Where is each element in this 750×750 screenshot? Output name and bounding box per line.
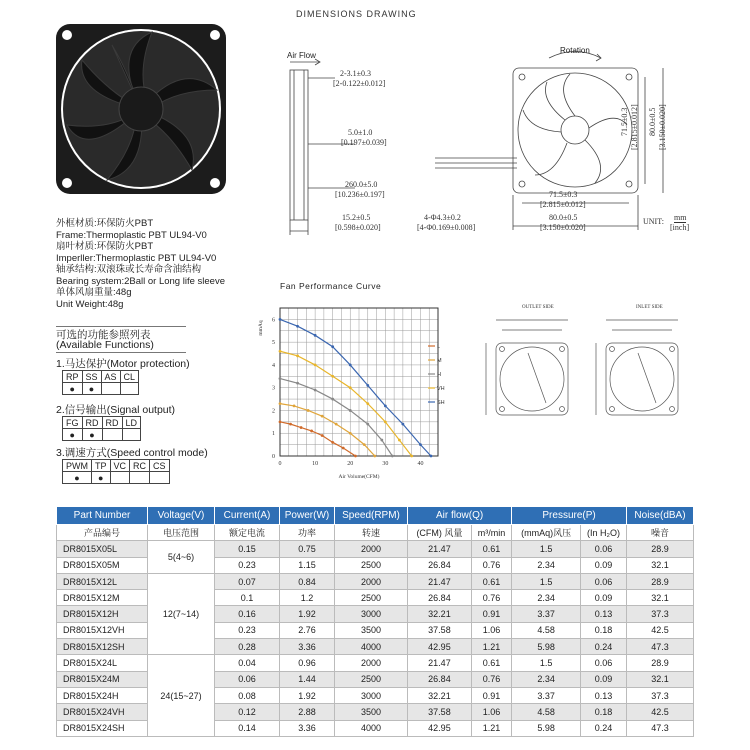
y-tick-label: 6: [272, 317, 275, 324]
y-tick-label: 2: [272, 408, 275, 415]
data-point-M: [279, 402, 282, 405]
table-row: DR8015X12H 0.16 1.92 3000 32.21 0.91 3.37 0.13 37.3: [57, 606, 694, 622]
data-point-VH: [279, 350, 282, 353]
dim-vertical-frame: 80.0±0.5: [648, 107, 657, 136]
data-point-SH: [279, 318, 282, 321]
fan-product-image: [52, 20, 232, 205]
data-point-L: [300, 426, 303, 429]
specs-table: [56, 506, 694, 737]
dim-mount-hole-inch: [4-Φ0.169±0.008]: [417, 223, 476, 232]
table-row: DR8015X24VH 0.12 2.88 3500 37.58 1.06 4.58 0.18 42.5: [57, 704, 694, 720]
data-point-SH: [419, 443, 422, 446]
data-point-L: [331, 441, 334, 444]
dim-vertical-frame-inch: [3.150±0.020]: [658, 104, 667, 150]
data-point-L: [310, 430, 313, 433]
data-point-H: [391, 455, 394, 458]
motor-protection-table: RP SS AS CL ● ●: [62, 370, 139, 395]
y-tick-label: 4: [272, 362, 275, 369]
dim-frame-size: 80.0±0.5: [549, 213, 578, 222]
y-tick-label: 0: [272, 454, 275, 460]
y-tick-label: 3: [272, 385, 275, 392]
legend-label-M: M: [437, 358, 442, 364]
chart-title: Fan Performance Curve: [280, 281, 382, 291]
data-point-H: [296, 382, 299, 385]
unit-inch: [inch]: [670, 223, 690, 232]
data-point-H: [331, 398, 334, 401]
dim-hole-spacing-inch: [2.815±0.012]: [540, 200, 586, 209]
signal-output-table: FG RD RD LD ● ●: [62, 416, 141, 441]
x-tick-label: 20: [347, 461, 354, 467]
speed-control-table: PWM TP VC RC CS ● ●: [62, 459, 170, 484]
outlet-side-label: OUTLET SIDE: [522, 305, 554, 310]
data-point-VH: [296, 354, 299, 357]
dim-hole-depth-inch: [2-0.122±0.012]: [333, 79, 386, 88]
data-point-H: [314, 389, 317, 392]
table-row: DR8015X24L 24(15~27) 0.04 0.96 2000 21.47 0.61 1.5 0.06 28.9: [57, 655, 694, 671]
spec-bearing-cn: 轴承结构:双滚珠或长寿命含油结构: [56, 264, 202, 275]
dim-vertical-spacing-inch: [2.815±0.012]: [630, 104, 639, 150]
data-point-H: [380, 439, 383, 442]
dim-wire-length: 260.0±5.0: [345, 180, 378, 189]
legend-label-L: L: [437, 344, 441, 350]
data-point-SH: [430, 455, 433, 458]
data-point-H: [279, 377, 282, 380]
data-point-M: [307, 409, 310, 412]
y-axis-label: mmAq: [258, 320, 264, 336]
data-point-VH: [384, 420, 387, 423]
data-point-L: [354, 455, 357, 458]
spec-bearing-en: Bearing system:2Ball or Long life sleeve: [56, 275, 225, 287]
functions-header-en: (Available Functions): [56, 339, 154, 351]
dim-thickness-inch: [0.598±0.020]: [335, 223, 381, 232]
data-point-SH: [349, 364, 352, 367]
data-point-H: [366, 423, 369, 426]
x-tick-label: 30: [382, 461, 389, 467]
table-row: DR8015X24M 0.06 1.44 2500 26.84 0.76 2.34 0.09 32.1: [57, 671, 694, 687]
signal-output-label: 2.信号输出(Signal output): [56, 404, 176, 416]
x-axis-label: Air Volume(CFM): [338, 474, 380, 480]
legend-label-VH: VH: [437, 386, 445, 392]
data-point-M: [349, 432, 352, 435]
table-row: DR8015X05L 5(4~6) 0.15 0.75 2000 21.47 0.61 1.5 0.06 28.9: [57, 541, 694, 557]
spec-weight-cn: 单体风扇重量:48g: [56, 287, 132, 298]
data-point-M: [293, 405, 296, 408]
dim-thickness: 15.2±0.5: [342, 213, 371, 222]
table-row: DR8015X12VH 0.23 2.76 3500 37.58 1.06 4.58 0.18 42.5: [57, 622, 694, 638]
spec-impeller-en: Imperller:Thermoplastic PBT UL94-V0: [56, 252, 217, 264]
data-point-H: [349, 409, 352, 412]
unit-mm: mm: [674, 213, 687, 222]
spec-frame-en: Frame:Thermoplastic PBT UL94-V0: [56, 229, 207, 241]
side-views: [478, 298, 708, 448]
speed-control-label: 3.调速方式(Speed control mode): [56, 447, 208, 459]
series-line-M: [280, 404, 375, 456]
dim-hole-spacing: 71.5±0.3: [549, 190, 578, 199]
legend-label-H: H: [437, 372, 441, 378]
data-point-VH: [366, 402, 369, 405]
data-point-SH: [366, 384, 369, 387]
page-title: DIMENSIONS DRAWING: [296, 9, 417, 19]
x-tick-label: 10: [312, 461, 319, 467]
data-point-L: [321, 434, 324, 437]
table-header-row: Part Number Voltage(V) Current(A) Power(W) Speed(RPM) Air flow(Q) Pressure(P) Noise(dBA): [57, 507, 694, 525]
table-row: DR8015X05M 0.23 1.15 2500 26.84 0.76 2.34 0.09 32.1: [57, 557, 694, 573]
airflow-label: Air Flow: [287, 51, 316, 60]
spec-impeller-cn: 扇叶材质:环保防火PBT: [56, 241, 154, 252]
inlet-side-label: INLET SIDE: [636, 305, 663, 310]
data-point-SH: [401, 423, 404, 426]
data-point-VH: [410, 455, 413, 458]
data-point-SH: [314, 334, 317, 337]
data-point-SH: [331, 345, 334, 348]
legend-label-SH: SH: [437, 400, 445, 406]
table-row: DR8015X12L 12(7~14) 0.07 0.84 2000 21.47 0.61 1.5 0.06 28.9: [57, 573, 694, 589]
dim-wire-strip-inch: [0.197±0.039]: [341, 138, 387, 147]
table-subheader-row: 产品编号 电压范围 额定电流 功率 转速 (CFM) 风量 m³/min (mmAq)风压 (In H₂O) 噪音: [57, 525, 694, 541]
motor-protection-label: 1.马达保护(Motor protection): [56, 358, 190, 370]
data-point-SH: [296, 325, 299, 328]
dim-frame-size-inch: [3.150±0.020]: [540, 223, 586, 232]
dim-mount-hole: 4-Φ4.3±0.2: [424, 213, 461, 222]
data-point-L: [342, 447, 345, 450]
voltage-cell: 5(4~6): [148, 541, 215, 574]
table-row: DR8015X24H 0.08 1.92 3000 32.21 0.91 3.37 0.13 37.3: [57, 687, 694, 703]
functions-header-cn: 可选的功能参照列表: [56, 329, 151, 341]
spec-weight-en: Unit Weight:48g: [56, 298, 124, 310]
table-row: DR8015X12M 0.1 1.2 2500 26.84 0.76 2.34 0.09 32.1: [57, 590, 694, 606]
data-point-VH: [398, 439, 401, 442]
spec-frame-cn: 外框材质:环保防火PBT: [56, 218, 154, 229]
data-point-M: [363, 443, 366, 446]
dim-wire-length-inch: [10.236±0.197]: [335, 190, 385, 199]
y-tick-label: 5: [272, 340, 275, 347]
x-tick-label: 0: [278, 461, 282, 467]
dim-hole-depth: 2-3.1±0.3: [340, 69, 372, 78]
performance-chart: [252, 290, 452, 490]
y-tick-label: 1: [272, 431, 275, 438]
series-line-L: [280, 422, 355, 456]
voltage-cell: 12(7~14): [148, 573, 215, 654]
dim-vertical-spacing: 71.5±0.3: [620, 107, 629, 136]
table-row: DR8015X24SH 0.14 3.36 4000 42.95 1.21 5.98 0.24 47.3: [57, 720, 694, 736]
dim-wire-strip: 5.0±1.0: [348, 128, 373, 137]
data-point-VH: [314, 364, 317, 367]
data-point-M: [335, 423, 338, 426]
voltage-cell: 24(15~27): [148, 655, 215, 736]
unit-label: UNIT:: [643, 217, 664, 226]
table-row: DR8015X12SH 0.28 3.36 4000 42.95 1.21 5.98 0.24 47.3: [57, 639, 694, 655]
data-point-M: [321, 415, 324, 418]
x-tick-label: 40: [417, 461, 424, 467]
rotation-label: Rotation: [560, 46, 590, 55]
data-point-SH: [384, 405, 387, 408]
series-line-VH: [280, 351, 412, 456]
data-point-L: [289, 423, 292, 426]
data-point-M: [373, 455, 376, 458]
data-point-L: [279, 420, 282, 423]
data-point-VH: [331, 375, 334, 378]
data-point-VH: [349, 386, 352, 389]
